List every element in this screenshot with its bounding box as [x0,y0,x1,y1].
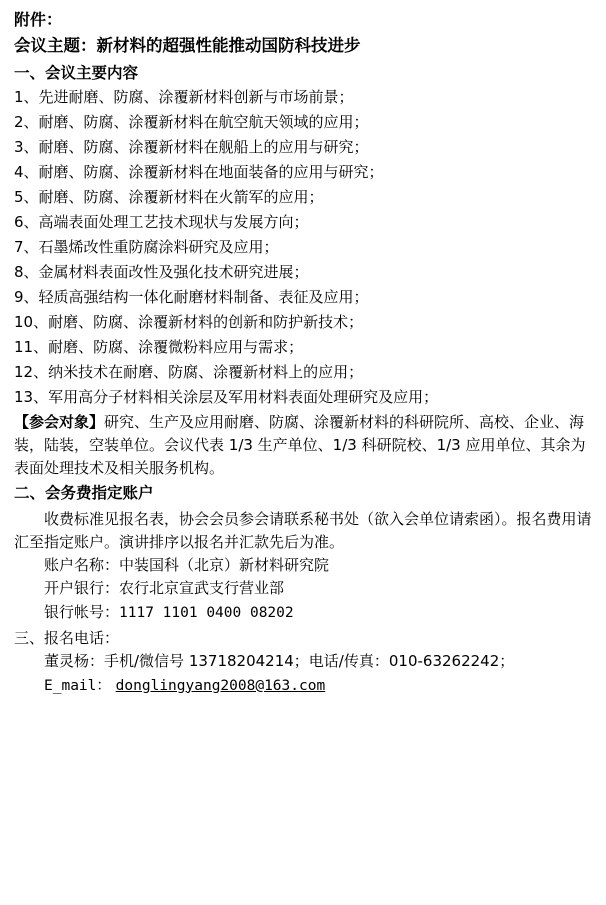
agenda-item: 9、轻质高强结构一体化耐磨材料制备、表征及应用； [14,288,369,306]
account-row [44,554,592,577]
agenda-item: 12、纳米技术在耐磨、防腐、涂覆新材料上的应用； [14,363,364,381]
fee-text-plain: 收费标准见报名表，协会会员参会请联系秘书处（欲入会单位请索函）。报名费用请汇至指定账户。 [14,509,592,551]
fee-text-bold: 演讲排序以报名并汇款先后为准。 [119,532,345,551]
section-heading-phone: 三、报名电话： [14,629,120,648]
section-heading-account: 二、会务费指定账户 [14,484,154,503]
agenda-item: 13、军用高分子材料相关涂层及军用材料表面处理研究及应用； [14,388,439,406]
account-row-label: 开户银行： [44,579,120,598]
agenda-item: 4、耐磨、防腐、涂覆新材料在地面装备的应用与研究； [14,163,384,181]
agenda-item: 6、高端表面处理工艺技术现状与发展方向； [14,213,309,231]
agenda-item: 11、耐磨、防腐、涂覆微粉料应用与需求； [14,338,304,356]
account-row-value: 中装国科（北京）新材料研究院 [119,556,330,575]
attendees-text: 研究、生产及应用耐磨、防腐、涂覆新材料的科研院所、高校、企业、海装，陆装，空装单位。会议代表 1/3 生产单位、1/3 科研院校、1/3 应用单位、其余为表面处理技术及相关服务机构。 [14,413,586,477]
account-row [44,601,592,624]
account-row-label: 账户名称： [44,556,120,575]
account-row-label: 银行帐号： [44,602,120,621]
agenda-item: 10、耐磨、防腐、涂覆新材料的创新和防护新技术； [14,313,364,331]
email-label: E_mail： [44,677,111,694]
account-row-value: 农行北京宣武支行营业部 [119,579,285,598]
email-address-link[interactable]: donglingyang2008@163.com [115,677,326,694]
attendees-paragraph [14,411,592,479]
agenda-item: 2、耐磨、防腐、涂覆新材料在航空航天领域的应用； [14,113,369,131]
account-row [44,577,592,600]
attachment-label: 附件： [14,10,63,29]
email-line [44,674,592,697]
conference-topic: 会议主题：新材料的超强性能推动国防科技进步 [14,36,361,55]
fee-paragraph [14,508,592,555]
account-number-value: 1117 1101 0400 08202 [119,604,294,621]
attendees-label: 【参会对象】 [14,413,105,431]
section-heading-agenda: 一、会议主要内容 [14,63,139,82]
agenda-item: 5、耐磨、防腐、涂覆新材料在火箭军的应用； [14,188,324,206]
contact-line: 董灵杨：手机/微信号 13718204214；电话/传真：010-63262242； [44,652,515,671]
agenda-item: 7、石墨烯改性重防腐涂料研究及应用； [14,238,279,256]
agenda-item: 1、先进耐磨、防腐、涂覆新材料创新与市场前景； [14,88,354,106]
agenda-item: 3、耐磨、防腐、涂覆新材料在舰船上的应用与研究； [14,138,369,156]
agenda-item: 8、金属材料表面改性及强化技术研究进展； [14,263,309,281]
